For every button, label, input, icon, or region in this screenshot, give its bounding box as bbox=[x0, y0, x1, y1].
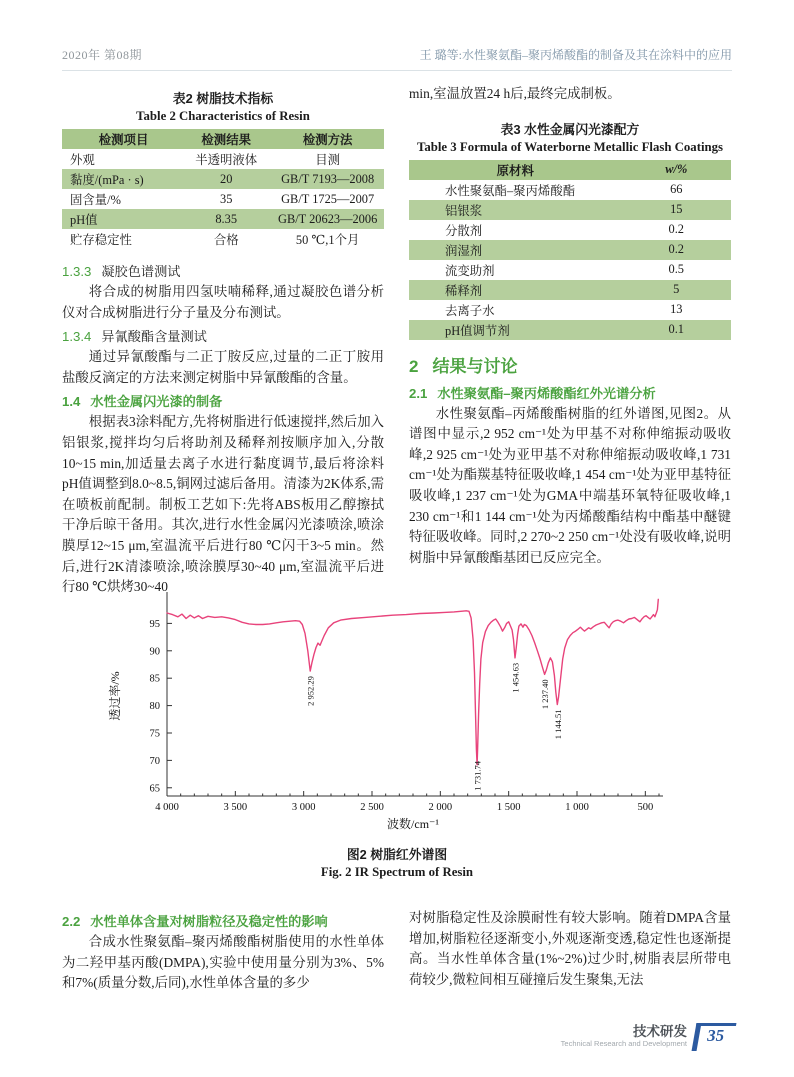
table-row bbox=[409, 320, 731, 340]
y-tick-label: 85 bbox=[149, 673, 160, 685]
y-tick-label: 90 bbox=[149, 646, 160, 658]
y-tick-label: 65 bbox=[149, 783, 160, 795]
table-header-cell: 检测方法 bbox=[271, 129, 384, 149]
table-cell: 固含量/% bbox=[70, 193, 121, 207]
table-cell: 分散剂 bbox=[445, 223, 483, 238]
table-cell: 8.35 bbox=[181, 209, 271, 229]
table-cell: GB/T 1725—2007 bbox=[281, 191, 375, 206]
peak-label: 2 952.29 bbox=[305, 676, 316, 706]
section-2-2-heading: 2.2 水性单体含量对树脂粒径及稳定性的影响 bbox=[62, 914, 328, 929]
paragraph: 水性聚氨酯–丙烯酸酯树脂的红外谱图,见图2。从谱图中显示,2 952 cm⁻¹处为甲基不对称伸缩振动吸收峰,2 925 cm⁻¹处为亚甲基不对称伸缩振动吸收峰,1 731 cm⁻¹处为酯羰基特征吸收峰,1 454 cm⁻¹处为亚甲基特征吸收峰,1 237 cm⁻¹处为GMA中端基环氧特征吸收峰,1 230 cm⁻¹和1 144 cm⁻¹处为丙烯酸酯结构中酯基中醚键特征吸收峰。同时,2 270~2 250 cm⁻¹处没有吸收峰,说明树脂中异氰酸酯基团已反应完全。 bbox=[409, 405, 731, 565]
paragraph: 根据表3涂料配方,先将树脂进行低速搅拌,然后加入铝银浆,搅拌均匀后将助剂及稀释剂按顺序加入,分散10~15 min,加适量去离子水进行黏度调节,最后将涂料pH值调整到8.0~8.5,铜网过滤后备用。清漆为2K体系,需在喷板前配制。制板工艺如下:先将ABS板用乙醇擦拭干净后晾干备用。其次,进行水性金属闪光漆喷涂,喷涂膜厚12~15 μm,室温流平后进行80 ℃闪干3~5 min。然后,进行2K清漆喷涂,喷涂膜厚30~40 μm,室温流平后进行80 ℃烘烤30~40 bbox=[62, 414, 384, 595]
x-tick-label: 1 500 bbox=[496, 802, 521, 813]
table-row bbox=[409, 260, 731, 280]
figure-caption-en: Fig. 2 IR Spectrum of Resin bbox=[320, 865, 474, 879]
table-cell: 合格 bbox=[213, 233, 239, 247]
coating-formula-table bbox=[409, 160, 731, 340]
ir-spectrum-chart bbox=[97, 586, 697, 836]
table-cell: 黏度/(mPa · s) bbox=[62, 169, 181, 189]
table-cell: pH值 bbox=[62, 209, 181, 229]
table-cell: 流变助剂 bbox=[445, 263, 495, 278]
bottom-left-column bbox=[62, 908, 384, 994]
table-cell: 66 bbox=[670, 182, 683, 197]
section-1-3-3-heading: 1.3.3 凝胶色谱测试 bbox=[62, 264, 181, 279]
table-row bbox=[409, 220, 731, 240]
resin-characteristics-table bbox=[62, 129, 384, 249]
right-column bbox=[409, 84, 731, 568]
table-header-cell: w/% bbox=[622, 160, 731, 180]
table-row bbox=[409, 280, 731, 300]
page-footer bbox=[561, 1023, 734, 1051]
table2-block bbox=[62, 88, 384, 249]
footer-label-cn: 技术研发 bbox=[633, 1024, 687, 1039]
peak-label: 1 454.63 bbox=[510, 662, 521, 693]
table-cell: 20 bbox=[181, 169, 271, 189]
section-2-heading: 2 结果与讨论 bbox=[409, 356, 518, 376]
table3-title-cn: 表3 水性金属闪光漆配方 bbox=[500, 121, 640, 137]
table-row bbox=[62, 229, 384, 249]
table-cell: 目测 bbox=[315, 153, 341, 167]
table-cell: 50 ℃,1个月 bbox=[295, 233, 360, 247]
table-row bbox=[409, 180, 731, 200]
table-row bbox=[62, 209, 384, 229]
table-cell: 贮存稳定性 bbox=[70, 233, 132, 247]
table-cell: 铝银浆 bbox=[409, 200, 622, 220]
x-tick-label: 4 000 bbox=[155, 802, 179, 813]
figure-caption-cn: 图2 树脂红外谱图 bbox=[346, 847, 448, 862]
table-cell: GB/T 20623—2006 bbox=[271, 209, 384, 229]
table-row bbox=[409, 200, 731, 220]
x-tick-label: 2 000 bbox=[428, 802, 453, 813]
table-cell: 外观 bbox=[70, 153, 95, 167]
left-column bbox=[62, 84, 384, 598]
page-number-badge bbox=[692, 1023, 737, 1051]
table-header-cell: 检测结果 bbox=[181, 129, 271, 149]
page-header bbox=[62, 46, 732, 71]
x-tick-label: 3 000 bbox=[291, 802, 316, 813]
ir-transmittance-curve bbox=[167, 599, 658, 765]
footer-label-en: Technical Research and Development bbox=[560, 1039, 687, 1048]
peak-label: 1 731.74 bbox=[472, 761, 483, 791]
paragraph: 将合成的树脂用四氢呋喃稀释,通过凝胶色谱分析仪对合成树脂进行分子量及分布测试。 bbox=[62, 284, 384, 320]
section-1-4-heading: 1.4 水性金属闪光漆的制备 bbox=[62, 394, 223, 410]
table-header-cell: 检测项目 bbox=[62, 129, 181, 149]
bottom-right-column bbox=[409, 908, 731, 990]
paragraph: 对树脂稳定性及涂膜耐性有较大影响。随着DMPA含量增加,树脂粒径逐渐变小,外观逐渐变透,稳定性也逐渐提高。当水性单体含量(1%~2%)过少时,树脂表层所带电荷较少,微粒间相互碰撞后发生聚集,无法 bbox=[409, 910, 731, 987]
table-cell: 0.2 bbox=[622, 240, 731, 260]
footer-section-label bbox=[561, 1023, 687, 1049]
table-row bbox=[409, 240, 731, 260]
table-cell: 5 bbox=[622, 280, 731, 300]
section-2-1-heading: 2.1 水性聚氨酯–聚丙烯酸酯红外光谱分析 bbox=[409, 385, 656, 401]
table-cell: 35 bbox=[220, 191, 233, 206]
table-cell: GB/T 7193—2008 bbox=[271, 169, 384, 189]
paragraph: 通过异氰酸酯与二正丁胺反应,过量的二正丁胺用盐酸反滴定的方法来测定树脂中异氰酸酯的含量。 bbox=[62, 349, 384, 385]
table-cell: 去离子水 bbox=[445, 303, 495, 318]
running-title: 王 璐等:水性聚氨酯–聚丙烯酸酯的制备及其在涂料中的应用 bbox=[419, 48, 732, 62]
y-tick-label: 95 bbox=[149, 618, 160, 630]
y-tick-label: 75 bbox=[149, 728, 160, 740]
table-cell: 0.2 bbox=[668, 222, 684, 237]
table-cell: 稀释剂 bbox=[409, 280, 622, 300]
page-number: 35 bbox=[707, 1026, 725, 1045]
paragraph: min,室温放置24 h后,最终完成制板。 bbox=[409, 86, 621, 101]
table-cell: 水性聚氨酯–聚丙烯酸酯 bbox=[445, 183, 576, 198]
peak-label: 1 237.40 bbox=[540, 679, 551, 710]
table-row bbox=[62, 149, 384, 169]
table-cell: 半透明液体 bbox=[195, 153, 258, 167]
table3-title-en: Table 3 Formula of Waterborne Metallic Flash Coatings bbox=[416, 139, 724, 154]
x-tick-label: 2 500 bbox=[360, 802, 384, 813]
table-cell: pH值调节剂 bbox=[409, 320, 622, 340]
table-cell: 0.1 bbox=[622, 320, 731, 340]
table2-title-en: Table 2 Characteristics of Resin bbox=[136, 109, 310, 123]
table-cell: 13 bbox=[670, 302, 683, 317]
x-tick-label: 3 500 bbox=[223, 802, 248, 813]
x-axis-title: 波数/cm⁻¹ bbox=[387, 817, 439, 831]
x-tick-label: 500 bbox=[637, 802, 654, 813]
table2-title-cn: 表2 树脂技术指标 bbox=[172, 91, 274, 106]
x-tick-label: 1 000 bbox=[565, 802, 589, 813]
y-tick-label: 70 bbox=[149, 755, 160, 767]
issue-info: 2020年 第08期 bbox=[62, 48, 143, 62]
paragraph: 合成水性聚氨酯–聚丙烯酸酯树脂使用的水性单体为二羟甲基丙酸(DMPA),实验中使用量分别为3%、5%和7%(质量分数,后同),水性单体含量的多少 bbox=[62, 934, 384, 991]
table-row bbox=[409, 300, 731, 320]
table-row bbox=[62, 169, 384, 189]
table-header-cell: 原材料 bbox=[409, 160, 622, 180]
peak-label: 1 144.51 bbox=[552, 709, 563, 740]
table3-block bbox=[409, 119, 731, 340]
section-1-3-4-heading: 1.3.4 异氰酸酯含量测试 bbox=[62, 329, 207, 345]
y-axis-title: 透过率/% bbox=[108, 671, 122, 721]
table-cell: 15 bbox=[622, 200, 731, 220]
table-row bbox=[62, 189, 384, 209]
table-cell: 0.5 bbox=[668, 262, 684, 277]
y-tick-label: 80 bbox=[149, 701, 160, 713]
table-header-row bbox=[62, 129, 384, 149]
table-header-row bbox=[409, 160, 731, 180]
figure-2-block bbox=[62, 586, 732, 880]
table-cell: 润湿剂 bbox=[409, 240, 622, 260]
